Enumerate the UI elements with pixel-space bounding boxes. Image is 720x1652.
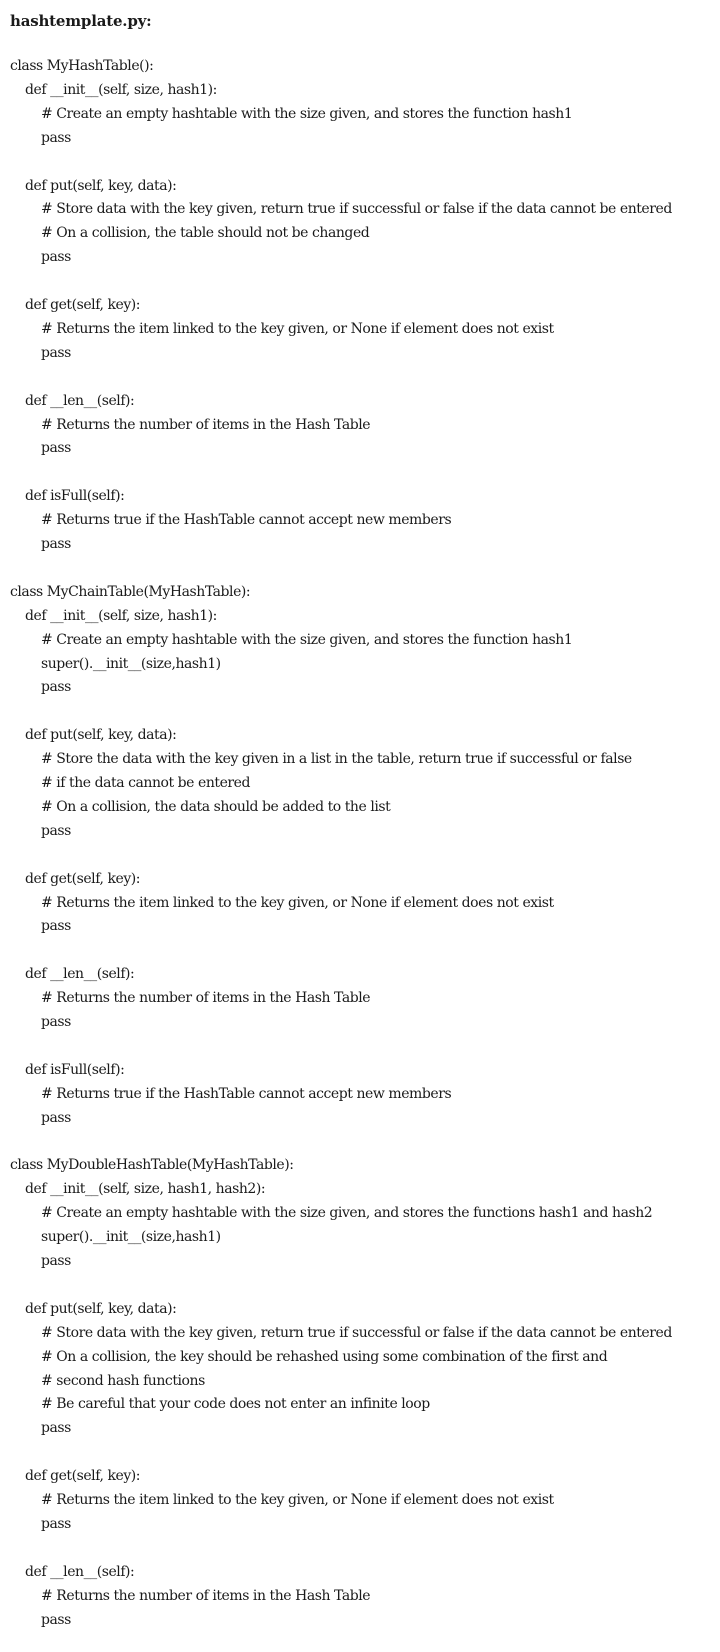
code-line: def get(self, key): bbox=[25, 870, 141, 887]
code-line: # Returns the item linked to the key given, or None if element does not exist bbox=[41, 1492, 554, 1508]
code-line: pass bbox=[41, 1611, 71, 1628]
file-title: hashtemplate.py: bbox=[10, 12, 152, 30]
code-line: pass bbox=[41, 679, 71, 696]
code-line: # Create an empty hashtable with the size given, and stores the functions hash1 and hash2 bbox=[41, 1205, 653, 1222]
code-line: # Create an empty hashtable with the size given, and stores the function hash1 bbox=[41, 105, 573, 122]
code-line: pass bbox=[41, 344, 71, 361]
code-line: class MyChainTable(MyHashTable): bbox=[10, 583, 251, 600]
code-line: def __len__(self): bbox=[25, 966, 135, 983]
code-line: # Create an empty hashtable with the size given, and stores the function hash1 bbox=[41, 631, 573, 648]
code-line: def put(self, key, data): bbox=[25, 177, 177, 194]
code-line: pass bbox=[41, 440, 71, 457]
code-line: # if the data cannot be entered bbox=[41, 775, 251, 791]
code-line: def isFull(self): bbox=[25, 488, 125, 505]
code-line: # On a collision, the table should not be changed bbox=[41, 225, 370, 242]
code-line: def __init__(self, size, hash1): bbox=[25, 81, 217, 98]
code-line: pass bbox=[41, 1420, 71, 1437]
code-line: # Returns true if the HashTable cannot accept new members bbox=[41, 1085, 452, 1102]
code-line: pass bbox=[41, 129, 71, 146]
code-line: def __init__(self, size, hash1): bbox=[25, 607, 217, 624]
code-line: pass bbox=[41, 918, 71, 935]
code-line: def put(self, key, data): bbox=[25, 727, 177, 744]
code-line: def isFull(self): bbox=[25, 1061, 125, 1078]
code-line: # Be careful that your code does not enter an infinite loop bbox=[41, 1396, 430, 1413]
code-line: def put(self, key, data): bbox=[25, 1300, 177, 1317]
code-line: # Returns the item linked to the key given, or None if element does not exist bbox=[41, 894, 554, 911]
code-line: # Returns true if the HashTable cannot accept new members bbox=[41, 512, 452, 529]
code-line: # Returns the number of items in the Hash Table bbox=[41, 990, 371, 1007]
code-line: # Store the data with the key given in a list in the table, return true if successful or false bbox=[41, 751, 632, 768]
code-line: # Returns the number of items in the Hash Table bbox=[41, 1587, 371, 1604]
code-line: pass bbox=[41, 536, 71, 552]
code-line: # second hash functions bbox=[41, 1372, 205, 1389]
code-line: def __len__(self): bbox=[25, 1563, 135, 1580]
code-line: def __init__(self, size, hash1, hash2): bbox=[25, 1181, 266, 1198]
code-line: class MyHashTable(): bbox=[10, 58, 154, 74]
code-line: pass bbox=[41, 249, 71, 266]
code-line: # On a collision, the data should be added to the list bbox=[41, 798, 391, 815]
code-line: def __len__(self): bbox=[25, 392, 135, 409]
code-line: def get(self, key): bbox=[25, 297, 141, 313]
code-line: pass bbox=[41, 1014, 71, 1030]
code-line: pass bbox=[41, 1253, 71, 1269]
code-line: # Returns the number of items in the Hash Table bbox=[41, 416, 371, 433]
code-line: pass bbox=[41, 822, 71, 839]
code-line: super().__init__(size,hash1) bbox=[41, 655, 221, 672]
code-line: # On a collision, the key should be rehashed using some combination of the first and bbox=[41, 1348, 608, 1365]
code-line: # Store data with the key given, return true if successful or false if the data cannot be entered bbox=[41, 201, 672, 218]
code-line: pass bbox=[41, 1515, 71, 1532]
code-line: super().__init__(size,hash1) bbox=[41, 1229, 221, 1246]
code-line: def get(self, key): bbox=[25, 1468, 141, 1485]
code-line: class MyDoubleHashTable(MyHashTable): bbox=[10, 1157, 294, 1174]
code-line: # Returns the item linked to the key given, or None if element does not exist bbox=[41, 320, 554, 337]
code-line: # Store data with the key given, return true if successful or false if the data cannot be entered bbox=[41, 1324, 672, 1341]
code-line: pass bbox=[41, 1109, 71, 1126]
